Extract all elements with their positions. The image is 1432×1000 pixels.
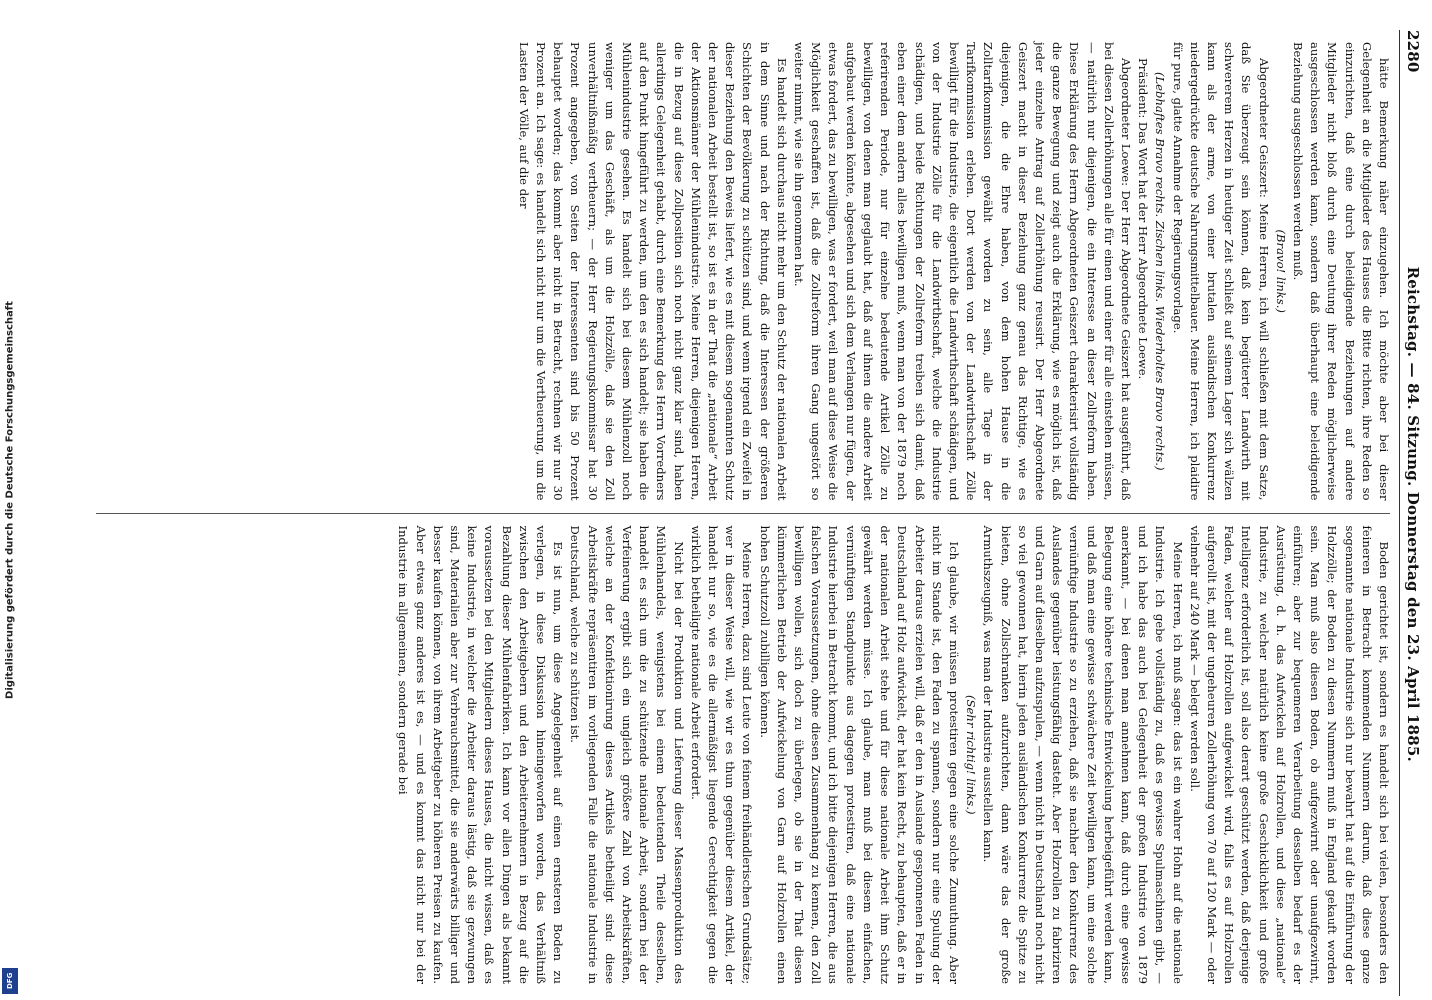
paragraph: Präsident: Das Wort hat der Herr Abgeordnete Loewe.	[1136, 58, 1151, 380]
paragraph: Meine Herren, dazu sind Leute von feinem freihändlerischen Grundsätze; wer in dieser Weise will, wie wir es thun gegenüber diesem Artikel, der handelt nur so, wie es die allermäßigst liegende Gerechtigkeit gegen die wirklich betheiligte nationale Arbeit erfordert.	[688, 525, 755, 984]
interjection: (Lebhaftes Bravo rechts. Zischen links. Wiederholtes Bravo rechts.)	[1153, 71, 1168, 471]
paragraph: Ich glaube, wir müssen protestiren gegen eine solche Zumuthung. Aber nicht im Stande ist, den Faden zu spannen, sondern nur eine Spulung der Arbeiter daraus erzielen will, daß er den in Auslande gesponnenen Faden in Deutschland auf Holz aufwickelt, der hat kein Recht, zu behaupten, daß er in der nationalen Arbeit stehe und für diese nationale Arbeit ihm Schutz gewährt werden müsse. Ich glaube, man muß bei diesem einfachen, vernünftigen Standpunkte aus dagegen protestiren, daß eine nationale Industrie hierbei in Betracht kommt, und ich bitte diejenigen Herren, die aus falschen Voraussetzungen, ohne diesen Zusammenhang zu kennen, den Zoll bewilligen wollen, sich doch zu überlegen, ob sie in der That diesen kümmerlichen Betrieb der Aufwickelung von Garn auf Holzrollen einen hohen Schutzzoll zubilligen können.	[757, 525, 961, 984]
credit-text: Digitalisierung gefördert durch die Deutsche Forschungsgemeinschaft	[4, 301, 16, 699]
left-column	[96, 30, 1392, 513]
dfg-logo: DFG	[2, 968, 18, 994]
paragraph: Es handelt sich durchaus nicht mehr um den Schutz der nationalen Arbeit in dem Sinne und nach der Richtung, daß die Interessen der größeren Schichten der Bevölkerung zu schützen sind, und wenn irgend ein Zweifel in dieser Beziehung den Beweis liefert, wie es mit diesem sogenannten Schutz der nationalen Arbeit bestellt ist, so ist es in der That die „nationale“ Arbeit der Aktionsmänner der Mühlenindustrie. Meine Herren, diejenigen Herren, die in Bezug auf diese Zollposition sich noch nicht ganz klar sind, haben allerdings Gelegenheit gehabt, durch eine Bemerkung des Herrn Vorredners auf den Punkt hingeführt zu werden, um den es sich handelt; sie haben die Mühlenindustrie gesehen. Es handelt sich bei diesem Mühlenzoll noch weniger um das Geschäft, als um die Holzzölle, daß sie den Zoll unverhältnißmäßig vertheuern; — der Herr Regierungskommissar hat 30 Prozent angegeben, von Seiten der Interessenten sind bis 50 Prozent behauptet worden; das kommt aber nicht in Betracht, rechnen wir nur 30 Prozent an. Ich sage: es handelt sich nicht nur um die Vertheuerung, um die Lasten der Völle, auf die der	[516, 42, 789, 501]
scanned-page	[96, 30, 1426, 996]
page-title: Reichstag. — 84. Sitzung. Donnerstag den 23. April 1885.	[1404, 266, 1422, 762]
paragraph: Es ist nun, um diese Angelegenheit auf einen ernsteren Boden zu verlegen, in diese Diskussion hineingeworfen worden, das Verhältniß zwischen den Arbeitgebern und den Arbeiternehmern in Bezug auf die Bezahlung dieser Mühlenfabriken. Ich kann vor allen Dingen als bekannt voraussetzen bei den Mitgliedern dieses Hauses, die nicht wissen, daß es keine Industrie, in welcher die Arbeiter daraus lästig, daß sie gezwungen sind, Materialien aber zur Verbrauchsmittel, die sie anderwärts billiger und besser kaufen können, von ihrem Arbeitgeber zu höheren Preisen zu kaufen. Aber etwas ganz anderes ist es, — und es kommt das nicht nur bei der Industrie im allgemeinen, sondern gerade bei	[396, 525, 566, 984]
paragraph: Abgeordneter Loewe: Der Herr Abgeordnete Geiszert hat ausgeführt, daß bei diesen Zollerhöhungen alle für einen und einer für alle einstehen müssen, — natürlich nur diejenigen, die ein Interesse an dieser Zollreform haben. Diese Erklärung des Herrn Abgeordneten Geiszert charakterisirt vollständig die ganze Bewegung und zeigt auch die Erklärung, wie es möglich ist, daß jeder einzelne Antrag auf Zollerhöhung reussirt. Der Herr Abgeordnete Geiszert macht in dieser Beziehung ganz genau das Richtige, wie es diejenigen, die die Ehre haben, von dem hohen Hause in die Zolltarifkommission gewählt worden zu sein, alle Tage in der Tarifkommission erleben. Dort werden von der Landwirthschaft Zölle bewilligt für die Industrie, die eigentlich die Landwirthschaft schädigen, und von der Industrie Zölle für die Landwirthschaft, welche die Industrie schädigen, und beide Richtungen der Zollreform treiben sich damit, daß eben einer dem andern alles bewilligen muß, wenn man von der 1879 noch referirenden Periode, nur für einzelne bedeutende Artikel Zölle zu bewilligen, von denen man geglaubt hat, daß auf ihnen die andere Arbeit aufgebaut werden könnte, abgesehen und sich dem Verlangen nur fügen, der etwas fordert, das zu bewilligen, was er fordert, weil man auf diese Weise die Möglichkeit geschaffen ist, daß die Zollreform ihren Gang ungestört so weiter nimmt, wie sie ihn genommen hat.	[792, 42, 1133, 501]
right-column	[96, 514, 1392, 997]
interjection: (Bravo! links.)	[1273, 229, 1288, 313]
page-header	[1399, 30, 1426, 996]
paragraph: Nicht bei der Produktion und Lieferung dieser Massenproduktion des Mühlenhandels, wenigstens bei einem bedeutenden Theile desselben, handelt es sich um die zu schützende nationale Arbeit, sondern bei der Verfeinerung ergibt sich ein ungleich größere Zahl von Arbeitskräften, welche an der Konfektionirung dieses Artikels betheiligt sind: diese Arbeitskräfte repräsentiren im vorliegenden Falle die nationale Industrie in Deutschland, welche zu schützen ist.	[568, 525, 686, 984]
paragraph: Boden gerichtet ist, sondern es handelt sich bei vielen, besonders den feineren in Betracht kommenden Nummern darum, daß diese ganze sogenannte nationale Industrie sich nur bewahrt hat auf die Einführung der Holzzölle; der Boden zu diesen Nummern muß in England gekauft worden sein. Man muß also diesen Boden, ob aufgezwirnt oder unaufgezwirnt, einführen; aber zur bequemeren Verarbeitung desselben bedarf es der Ausrüstung, d. h. das Aufwickeln auf Holzrollen, und diese „nationale“ Industrie, zu welcher natürlich keine große Geschicklichkeit und große Intelligenz erforderlich ist, soll also derart geschützt werden, daß derjenige Faden, welcher auf Holzrollen aufgewickelt wird, falls es auf Holzrollen aufgerollt ist, mit der ungeheuren Zollerhöhung von 70 auf 120 Mark — oder vielmehr auf 240 Mark — belegt werden soll.	[1187, 525, 1391, 984]
paragraph: Meine Herren, ich muß sagen: das ist ein wahrer Hohn auf die nationale Industrie. Ich gebe vollständig zu, daß es gewisse Spulmaschinen gibt, — und ich habe das auch bei Gelegenheit der großen Industrie von 1879 anerkannt, — bei denen man annehmen kann, daß durch eine gewisse Belegung eine höhere technische Entwickelung herbeigeführt werden kann, und daß man eine gewisse schwächere Zeit bewilligen kann, um eine solche vernünftige Industrie so zu erziehen, daß sie nachher den Konkurrenz des Auslandes gegenüber leistungsfähig dasteht. Aber Holzrollen zu fabriziren und Garn auf dieselben aufzuspulen, — wenn nicht in Deutschland noch nicht so viel gewonnen hat, hierin jeden ausländischen Konkurrenz die Spitze zu bieten, ohne Zollschranken aufzurichten, dann wäre das der große Armuthszeugniß, was man der Industrie ausstellen kann.	[981, 525, 1185, 984]
paragraph: Abgeordneter Geiszert: Meine Herren, ich will schließen mit dem Satze, daß Sie überzeugt sein können, daß kein begüterter Landwirth mit schwererem Herzen in heutiger Zeit schließt auf seinem Lager sich wälzen kann als der arme, von einer brutalen ausländischen Konkurrenz niedergedrückte deutsche Nahrungsmittelbauer. Meine Herren, ich plaidire für pure, glatte Annahme der Regierungsvorlage.	[1170, 42, 1271, 501]
page-number: 2280	[1404, 30, 1422, 73]
paragraph: hätte Bemerkung näher einzugehen. Ich möchte aber bei dieser Gelegenheit an die Mitglieder des Hauses die Bitte richten, ihre Reden so einzurichten, daß eine durch beleidigende Beziehungen auf andere Mitglieder nicht bloß durch eine Deutung ihrer Reden möglicherweise ausgeschlossen werden kann, sondern daß überhaupt eine beleidigende Beziehung ausgeschlossen werden muß.	[1290, 42, 1391, 501]
digitization-credit	[0, 0, 20, 1000]
page-content	[96, 30, 1426, 996]
text-columns	[96, 30, 1392, 996]
interjection: (Sehr richtig! links.)	[964, 695, 979, 815]
